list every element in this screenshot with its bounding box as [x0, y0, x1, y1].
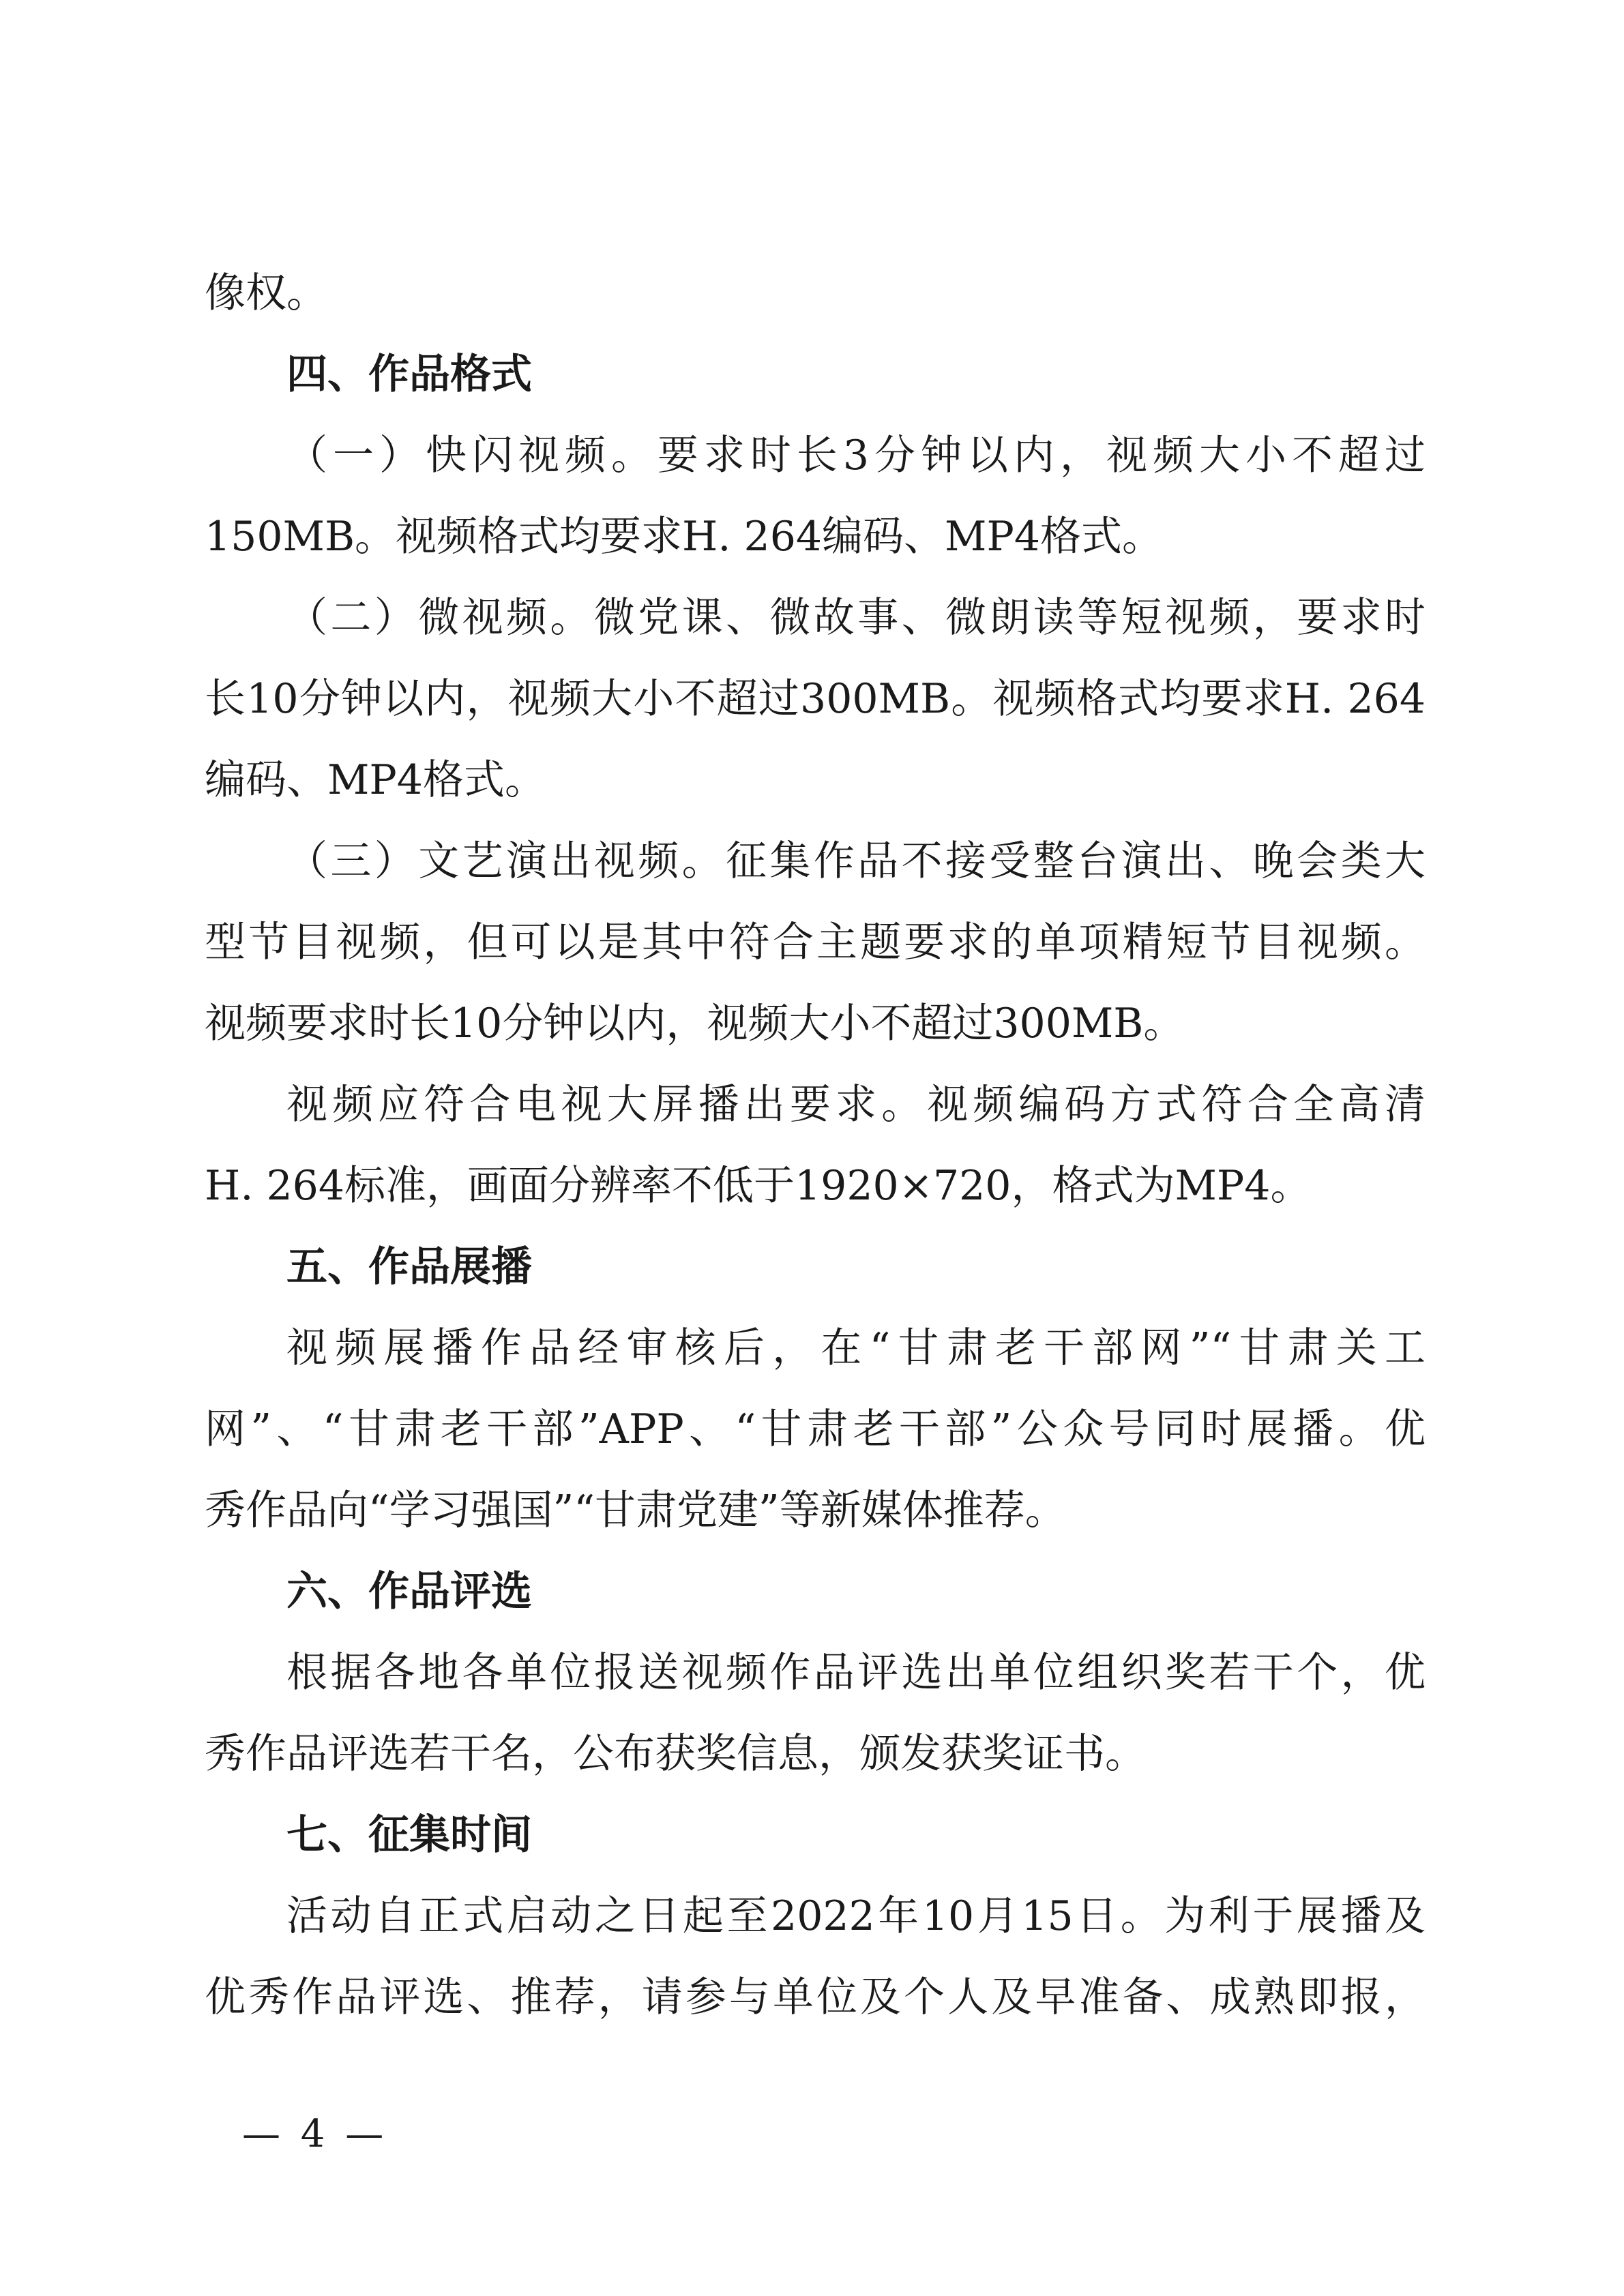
- paragraph-line: 像权。: [205, 269, 327, 317]
- section-heading-selection: 六、作品评选: [286, 1568, 532, 1615]
- paragraph-line: 150MB。视频格式均要求H. 264编码、MP4格式。: [205, 513, 1164, 561]
- paragraph-line: 视频应符合电视大屏播出要求。视频编码方式符合全高清: [286, 1081, 1426, 1129]
- paragraph-line: （一）快闪视频。要求时长3分钟以内，视频大小不超过: [286, 432, 1426, 479]
- paragraph-line: 视频展播作品经审核后，在“甘肃老干部网”“甘肃关工: [286, 1324, 1426, 1372]
- paragraph-line: 型节目视频，但可以是其中符合主题要求的单项精短节目视频。: [205, 919, 1426, 966]
- paragraph-line: 视频要求时长10分钟以内，视频大小不超过300MB。: [205, 1000, 1185, 1047]
- paragraph-line: 根据各地各单位报送视频作品评选出单位组织奖若干个，优: [286, 1649, 1426, 1697]
- page-number: — 4 —: [242, 2112, 388, 2156]
- section-heading-time: 七、征集时间: [286, 1811, 532, 1859]
- paragraph-line: 编码、MP4格式。: [205, 756, 546, 804]
- section-heading-showcase: 五、作品展播: [286, 1243, 532, 1291]
- paragraph-line: 网”、“甘肃老干部”APP、“甘肃老干部”公众号同时展播。优: [205, 1405, 1426, 1453]
- paragraph-line: （二）微视频。微党课、微故事、微朗读等短视频，要求时: [286, 594, 1426, 642]
- paragraph-line: 活动自正式启动之日起至2022年10月15日。为利于展播及: [286, 1892, 1426, 1940]
- paragraph-line: （三）文艺演出视频。征集作品不接受整台演出、晚会类大: [286, 837, 1426, 885]
- paragraph-line: 长10分钟以内，视频大小不超过300MB。视频格式均要求H. 264: [205, 675, 1426, 723]
- paragraph-line: H. 264标准，画面分辨率不低于1920×720，格式为MP4。: [205, 1162, 1312, 1210]
- paragraph-line: 秀作品向“学习强国”“甘肃党建”等新媒体推荐。: [205, 1487, 1066, 1534]
- paragraph-line: 秀作品评选若干名，公布获奖信息，颁发获奖证书。: [205, 1730, 1146, 1778]
- paragraph-line: 优秀作品评选、推荐，请参与单位及个人及早准备、成熟即报，: [205, 1973, 1426, 2021]
- section-heading-format: 四、作品格式: [286, 351, 532, 398]
